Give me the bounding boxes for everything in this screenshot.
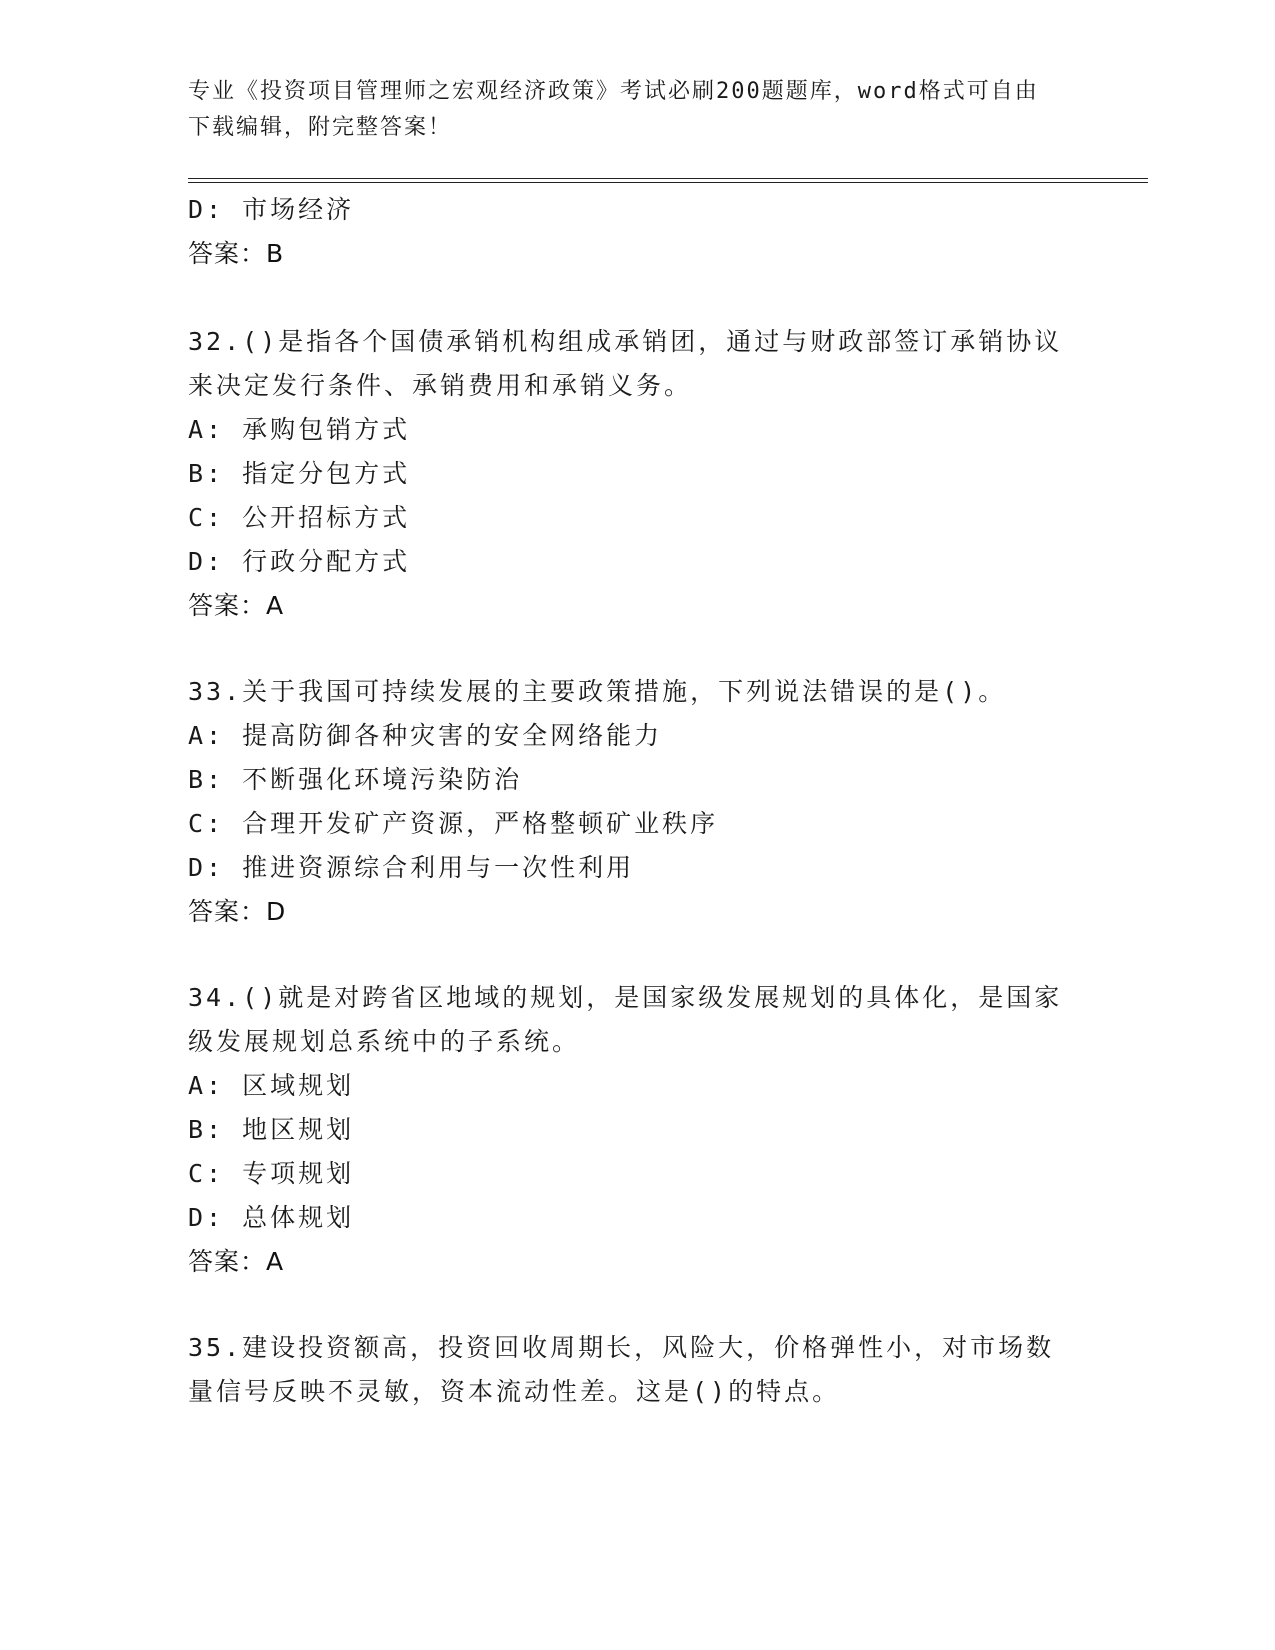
header-divider-bottom bbox=[188, 182, 1148, 183]
prev-answer: 答案：B bbox=[188, 239, 285, 268]
q33-option-c: C: 合理开发矿产资源，严格整顿矿业秩序 bbox=[188, 809, 719, 838]
q34-stem-line-1: 34.()就是对跨省区地域的规划，是国家级发展规划的具体化，是国家 bbox=[188, 983, 1063, 1012]
header-line-1: 专业《投资项目管理师之宏观经济政策》考试必刷200题题库，word格式可自由 bbox=[188, 79, 1039, 104]
q34-stem-line-2: 级发展规划总系统中的子系统。 bbox=[188, 1027, 581, 1056]
q33-answer: 答案：D bbox=[188, 897, 287, 926]
q33-option-a: A: 提高防御各种灾害的安全网络能力 bbox=[188, 721, 663, 750]
q33-option-b: B: 不断强化环境污染防治 bbox=[188, 765, 523, 794]
q32-option-a: A: 承购包销方式 bbox=[188, 415, 411, 444]
q34-option-a: A: 区域规划 bbox=[188, 1071, 355, 1100]
header-line-2: 下载编辑，附完整答案！ bbox=[188, 115, 453, 140]
q34-option-b: B: 地区规划 bbox=[188, 1115, 355, 1144]
document-header bbox=[188, 74, 1088, 146]
q34-answer: 答案：A bbox=[188, 1247, 285, 1276]
q35-stem-line-1: 35.建设投资额高，投资回收周期长，风险大，价格弹性小，对市场数 bbox=[188, 1333, 1055, 1362]
prev-option-d: D: 市场经济 bbox=[188, 195, 355, 224]
q33-option-d: D: 推进资源综合利用与一次性利用 bbox=[188, 853, 635, 882]
q34-option-d: D: 总体规划 bbox=[188, 1203, 355, 1232]
q35-stem-line-2: 量信号反映不灵敏，资本流动性差。这是()的特点。 bbox=[188, 1377, 841, 1406]
q34-option-c: C: 专项规划 bbox=[188, 1159, 355, 1188]
q32-stem-line-2: 来决定发行条件、承销费用和承销义务。 bbox=[188, 371, 693, 400]
header-divider-top bbox=[188, 178, 1148, 179]
q32-stem-line-1: 32.()是指各个国债承销机构组成承销团，通过与财政部签订承销协议 bbox=[188, 327, 1063, 356]
q32-option-c: C: 公开招标方式 bbox=[188, 503, 411, 532]
q33-stem-line-1: 33.关于我国可持续发展的主要政策措施，下列说法错误的是()。 bbox=[188, 677, 1007, 706]
q32-option-b: B: 指定分包方式 bbox=[188, 459, 411, 488]
q32-answer: 答案：A bbox=[188, 591, 285, 620]
q32-option-d: D: 行政分配方式 bbox=[188, 547, 411, 576]
